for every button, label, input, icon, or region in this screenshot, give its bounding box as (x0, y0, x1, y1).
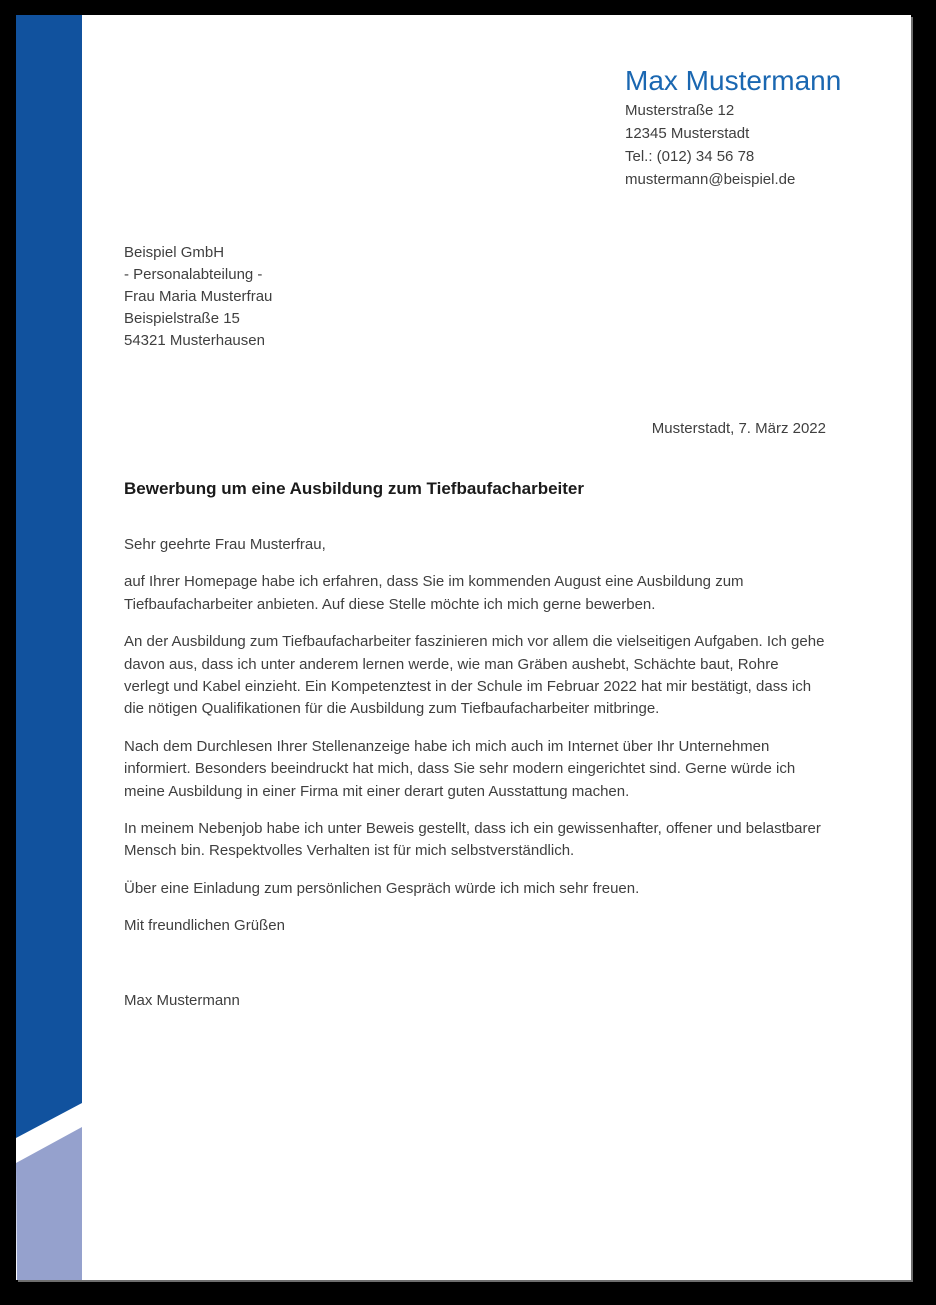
letter-body (124, 534, 826, 1012)
letter-page (16, 15, 911, 1280)
date-line: Musterstadt, 7. März 2022 (651, 420, 826, 437)
recipient-department: - Personalabteilung - (124, 266, 263, 283)
recipient-company: Beispiel GmbH (124, 244, 225, 261)
sender-city: 12345 Musterstadt (625, 125, 750, 142)
sender-street: Musterstraße 12 (625, 102, 735, 119)
body-paragraph: Über eine Einladung zum persönlichen Gespräch würde ich mich sehr freuen. (124, 879, 640, 897)
body-paragraph: In meinem Nebenjob habe ich unter Beweis gestellt, dass ich ein gewissenhafter, offener und belastbarer Mensch bin. Respektvolles Verhalten ist für mich selbstverständlich. (124, 820, 821, 860)
closing: Mit freundlichen Grüßen (124, 917, 285, 935)
sender-email: mustermann@beispiel.de (625, 171, 796, 188)
recipient-block (124, 242, 826, 352)
sender-block (625, 63, 842, 191)
subject-line: Bewerbung um eine Ausbildung zum Tiefbaufacharbeiter (124, 479, 585, 498)
signature-name: Max Mustermann (124, 991, 240, 1009)
greeting: Sehr geehrte Frau Musterfrau, (124, 536, 326, 553)
recipient-city: 54321 Musterhausen (124, 332, 265, 349)
letter-content (16, 15, 911, 1280)
recipient-street: Beispielstraße 15 (124, 310, 240, 327)
sender-phone: Tel.: (012) 34 56 78 (625, 148, 755, 165)
body-paragraph: Nach dem Durchlesen Ihrer Stellenanzeige habe ich mich auch im Internet über Ihr Unternehmen informiert. Besonders beeindruckt hat mich, dass Sie sehr modern eingerichtet sind. Gerne würde ich meine Ausbildung in einer Firma mit einer derart guten Ausstattung machen. (124, 737, 796, 800)
sender-name: Max Mustermann (625, 65, 842, 96)
body-paragraph: An der Ausbildung zum Tiefbaufacharbeiter faszinieren mich vor allem die vielseitigen Aufgaben. Ich gehe davon aus, dass ich unter anderem lernen werde, wie man Gräben aushebt, Schächte baut, Rohre verlegt und Kabel einzieht. Ein Kompetenztest in der Schule im Februar 2022 hat mir bestätigt, dass ich die nötigen Qualifikationen für die Ausbildung zum Tiefbaufacharbeiter mitbringe. (124, 633, 825, 718)
recipient-contact: Frau Maria Musterfrau (124, 288, 273, 305)
body-paragraph: auf Ihrer Homepage habe ich erfahren, dass Sie im kommenden August eine Ausbildung zum Tiefbaufacharbeiter anbieten. Auf diese Stelle möchte ich mich gerne bewerben. (124, 573, 744, 613)
